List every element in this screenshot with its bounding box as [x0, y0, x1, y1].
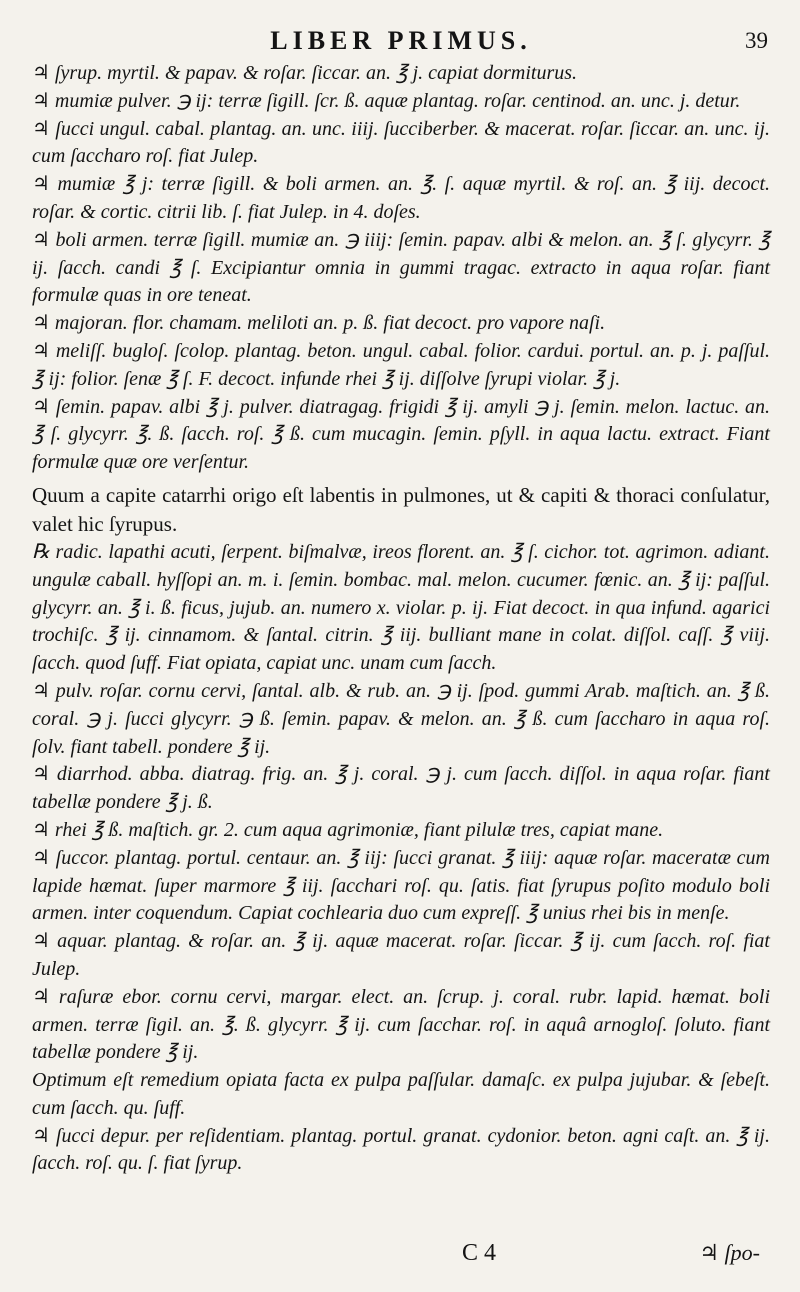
recipe-paragraph: ♃ pulv. roſar. cornu cervi, ſantal. alb. & rub. an. ℈ ij. ſpod. gummi Arab. maſtich. an. ℥ ß. coral. ℈ j. ſucci glycyrr. ℈ ß. ſemin. papav. & melon. an. ℥ ß. cum ſaccharo in aqua roſ. ſolv. fiant tabell. pondere ℥ ij. — [32, 679, 770, 758]
recipe-paragraph: ♃ ſuccor. plantag. portul. centaur. an. ℥ iij: ſucci granat. ℥ iiij: aquæ roſar. maceratæ cum lapide hæmat. ſuper marmore ℥ iij. ſacchari roſ. qu. ſatis. fiat ſyrupus poſito modulo boli armen. inter coquendum. Capiat cochlearia duo cum expreſſ. ℥ unius rhei bis in menſe. — [32, 846, 770, 925]
recipe-paragraph: ♃ ſyrup. myrtil. & papav. & roſar. ſiccar. an. ℥ j. capiat dormiturus. — [32, 62, 578, 84]
recipe-paragraph: ♃ aquar. plantag. & roſar. an. ℥ ij. aquæ macerat. roſar. ſiccar. ℥ ij. cum ſacch. roſ. fiat Julep. — [32, 930, 770, 980]
remedy-note: Optimum eſt remedium opiata facta ex pulpa paſſular. damaſc. ex pulpa jujubar. & ſebeſt. cum ſacch. qu. ſuff. — [32, 1069, 770, 1119]
recipe-paragraph: ♃ ſemin. papav. albi ℥ j. pulver. diatragag. frigidi ℥ ij. amyli ℈ j. ſemin. melon. lactuc. an. ℥ ſ. glycyrr. ℥. ß. ſacch. roſ. ℥ ß. cum mucagin. ſemin. pſyll. in aqua lactu. extract. Fiant formulæ quæ ore verſentur. — [32, 395, 770, 474]
recipe-paragraph: ℞ radic. lapathi acuti, ſerpent. biſmalvæ, ireos florent. an. ℥ ſ. cichor. tot. agrimon. adiant. ungulæ caball. hyſſopi an. m. i. ſemin. bombac. mal. melon. cucumer. fœnic. an. ℥ ij: paſſul. glycyrr. an. ℥ i. ß. ficus, jujub. an. numero x. violar. p. ij. Fiat decoct. in qua infund. agarici trochiſc. ℥ ij. cinnamom. & ſantal. citrin. ℥ iij. bulliant mane in colat. diſſol. caſſ. ℥ viij. ſacch. quod ſuff. Fiat opiata, capiat unc. unam cum ſacch. — [32, 540, 770, 675]
recipe-paragraph: ♃ meliſſ. bugloſ. ſcolop. plantag. beton. ungul. cabal. folior. cardui. portul. an. p. j. paſſul. ℥ ij: folior. ſenæ ℥ ſ. F. decoct. infunde rhei ℥ ij. diſſolve ſyrupi violar. ℥ j. — [32, 339, 770, 390]
recipe-paragraph: ♃ rhei ℥ ß. maſtich. gr. 2. cum aqua agrimoniæ, fiant pilulæ tres, capiat mane. — [32, 818, 664, 841]
recipe-paragraph: ♃ diarrhod. abba. diatrag. frig. an. ℥ j. coral. ℈ j. cum ſacch. diſſol. in aqua roſar. fiant tabellæ pondere ℥ j. ß. — [32, 763, 770, 814]
page-body — [32, 60, 770, 1178]
page-header — [32, 22, 770, 60]
prose-paragraph: Quum a capite catarrhi origo eſt labentis in pulmones, ut & capiti & thoraci conſulatur, valet hic ſyrupus. — [32, 482, 770, 536]
recipe-paragraph: ♃ majoran. flor. chamam. meliloti an. p. ß. fiat decoct. pro vapore naſi. — [32, 312, 606, 335]
recipe-paragraph: ♃ mumiæ pulver. ℈ ij: terræ ſigill. ſcr. ß. aquæ plantag. roſar. centinod. an. unc. j. detur. — [32, 89, 741, 112]
recipe-paragraph: ♃ ſucci ungul. cabal. plantag. an. unc. iiij. ſucciberber. & macerat. roſar. ſiccar. an. unc. ij. cum ſaccharo roſ. fiat Julep. — [32, 117, 770, 168]
page-footer — [0, 1240, 800, 1276]
recipe-paragraph: ♃ mumiæ ℥ j: terræ ſigill. & boli armen. an. ℥. ſ. aquæ myrtil. & roſ. an. ℥ iij. decoct. roſar. & cortic. citrii lib. ſ. fiat Julep. in 4. doſes. — [32, 173, 770, 223]
recipe-paragraph: ♃ boli armen. terræ ſigill. mumiæ an. ℈ iiij: ſemin. papav. albi & melon. an. ℥ ſ. glycyrr. ℥ ij. ſacch. candi ℥ ſ. Excipiantur omnia in gummi tragac. extracto in aqua roſar. fiant formulæ quas in ore teneat. — [32, 228, 770, 307]
signature-mark: C 4 — [462, 1240, 497, 1266]
recipe-paragraph: ♃ raſuræ ebor. cornu cervi, margar. elect. an. ſcrup. j. coral. rubr. lapid. hæmat. boli armen. terræ ſigil. an. ℥. ß. glycyrr. ℥ ij. cum ſacchar. roſ. in aquâ arnogloſ. ſoluto. fiant tabellæ pondere ℥ ij. — [32, 985, 770, 1064]
catchword: ♃ ſpo- — [699, 1240, 760, 1265]
page-number: 39 — [745, 28, 768, 53]
recipe-paragraph: ♃ ſucci depur. per reſidentiam. plantag. portul. granat. cydonior. beton. agni caſt. an. ℥ ij. ſacch. roſ. qu. ſ. fiat ſyrup. — [32, 1124, 770, 1175]
running-title: LIBER PRIMUS. — [270, 26, 532, 55]
